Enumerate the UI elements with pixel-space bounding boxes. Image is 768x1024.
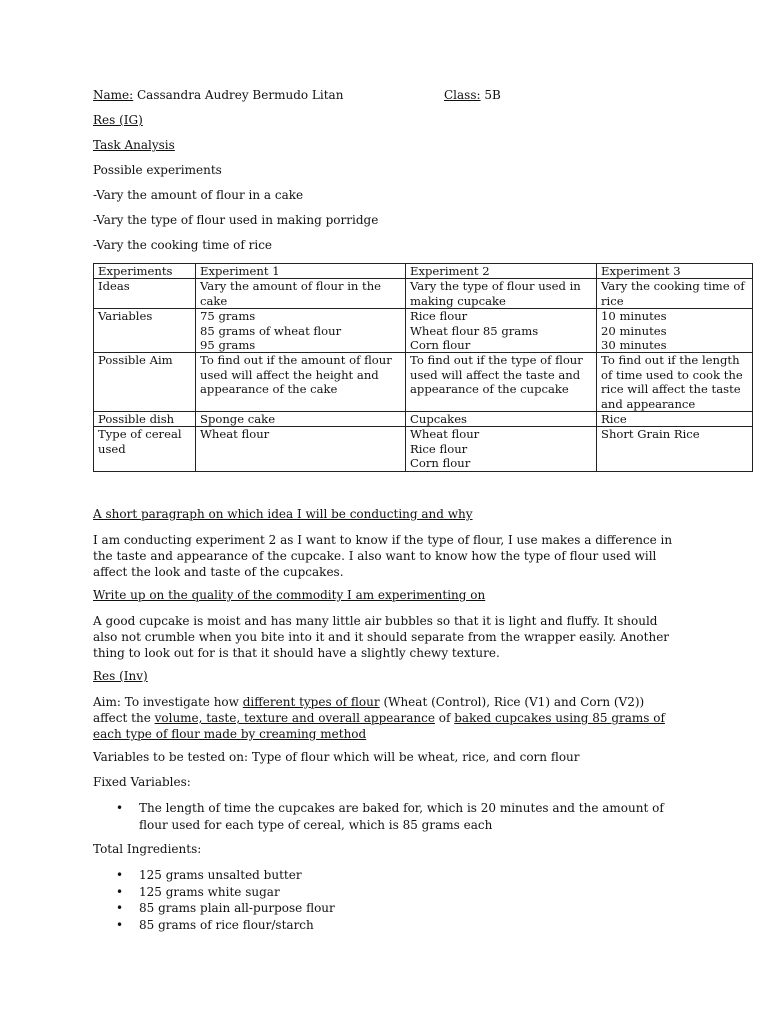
class-value: 5B xyxy=(480,88,501,102)
res-ig-heading: Res (IG) xyxy=(93,113,143,127)
aim-text: (Wheat (Control), Rice (V1) and Corn (V2)) affect the xyxy=(93,695,645,725)
list-item: • The length of time the cupcakes are baked for, which is 20 minutes and the amount of flour used for each type of cereal, which is 85 grams each xyxy=(93,800,693,833)
table-cell: Wheat flour Rice flour Corn flour xyxy=(406,427,597,471)
list-item: • 85 grams plain all-purpose flour xyxy=(93,900,693,917)
table-row xyxy=(94,309,753,353)
quality-heading: Write up on the quality of the commodity I am experimenting on xyxy=(93,588,486,602)
short-paragraph-heading: A short paragraph on which idea I will be conducting and why xyxy=(93,507,473,521)
list-item: • 85 grams of rice flour/starch xyxy=(93,917,693,934)
table-cell: Type of cereal used xyxy=(94,427,196,471)
table-cell: 10 minutes 20 minutes 30 minutes xyxy=(597,309,753,353)
ingredients-list xyxy=(93,867,693,933)
experiment-idea-1: -Vary the amount of flour in a cake xyxy=(93,188,304,202)
table-cell: Cupcakes xyxy=(406,412,597,427)
table-cell: To find out if the type of flour used will affect the taste and appearance of the cupcake xyxy=(406,353,597,412)
table-row xyxy=(94,279,753,309)
list-item: • 125 grams white sugar xyxy=(93,884,693,901)
task-analysis-heading: Task Analysis xyxy=(93,138,175,152)
name-value: Cassandra Audrey Bermudo Litan xyxy=(133,88,344,102)
variables-tested: Variables to be tested on: Type of flour which will be wheat, rice, and corn flour xyxy=(93,750,580,764)
aim-paragraph xyxy=(93,694,673,742)
possible-experiments-label: Possible experiments xyxy=(93,163,222,177)
quality-paragraph: A good cupcake is moist and has many little air bubbles so that it is light and fluffy. It should also not crumble when you bite into it and it should separate from the wrapper easily. Another thing to look out for is that it should have a slightly chewy texture. xyxy=(93,614,670,660)
aim-flour-types: different types of flour xyxy=(242,695,380,709)
experiment-idea-2: -Vary the type of flour used in making porridge xyxy=(93,213,379,227)
table-cell: Short Grain Rice xyxy=(597,427,753,471)
table-cell: Vary the type of flour used in making cupcake xyxy=(406,279,597,309)
experiments-table xyxy=(93,263,753,472)
name-label: Name: xyxy=(93,88,134,102)
table-header-cell: Experiment 3 xyxy=(597,264,753,279)
class-label: Class: xyxy=(444,88,481,102)
table-row xyxy=(94,412,753,427)
fixed-variables-list xyxy=(93,800,693,833)
table-row xyxy=(94,427,753,471)
short-paragraph: I am conducting experiment 2 as I want to know if the type of flour, I use makes a difference in the taste and appearance of the cupcake. I also want to know how the type of flour used will affect the look and taste of the cupcakes. xyxy=(93,533,673,579)
table-cell: Variables xyxy=(94,309,196,353)
aim-method: baked cupcakes using 85 grams of each type of flour made by creaming method xyxy=(93,711,665,741)
table-cell: Sponge cake xyxy=(196,412,406,427)
total-ingredients-label: Total Ingredients: xyxy=(93,842,202,856)
fixed-variables-label: Fixed Variables: xyxy=(93,775,191,789)
table-row xyxy=(94,353,753,412)
aim-text: of xyxy=(434,711,455,725)
table-cell: Vary the cooking time of rice xyxy=(597,279,753,309)
table-header-cell: Experiment 2 xyxy=(406,264,597,279)
table-cell: To find out if the amount of flour used will affect the height and appearance of the cake xyxy=(196,353,406,412)
table-cell: Wheat flour xyxy=(196,427,406,471)
table-cell: To find out if the length of time used to cook the rice will affect the taste and appearance xyxy=(597,353,753,412)
table-header-row xyxy=(94,264,753,279)
table-header-cell: Experiments xyxy=(94,264,196,279)
table-cell: 75 grams 85 grams of wheat flour 95 grams xyxy=(196,309,406,353)
table-cell: Rice flour Wheat flour 85 grams Corn flour xyxy=(406,309,597,353)
list-item: • 125 grams unsalted butter xyxy=(93,867,693,884)
res-inv-heading: Res (Inv) xyxy=(93,669,148,683)
student-class xyxy=(444,88,501,102)
aim-measures: volume, taste, texture and overall appearance xyxy=(154,711,435,725)
table-cell: Ideas xyxy=(94,279,196,309)
aim-text: Aim: To investigate how xyxy=(93,695,243,709)
experiment-idea-3: -Vary the cooking time of rice xyxy=(93,238,273,252)
table-cell: Rice xyxy=(597,412,753,427)
table-cell: Possible Aim xyxy=(94,353,196,412)
table-cell: Possible dish xyxy=(94,412,196,427)
table-header-cell: Experiment 1 xyxy=(196,264,406,279)
table-cell: Vary the amount of flour in the cake xyxy=(196,279,406,309)
student-name xyxy=(93,88,343,103)
